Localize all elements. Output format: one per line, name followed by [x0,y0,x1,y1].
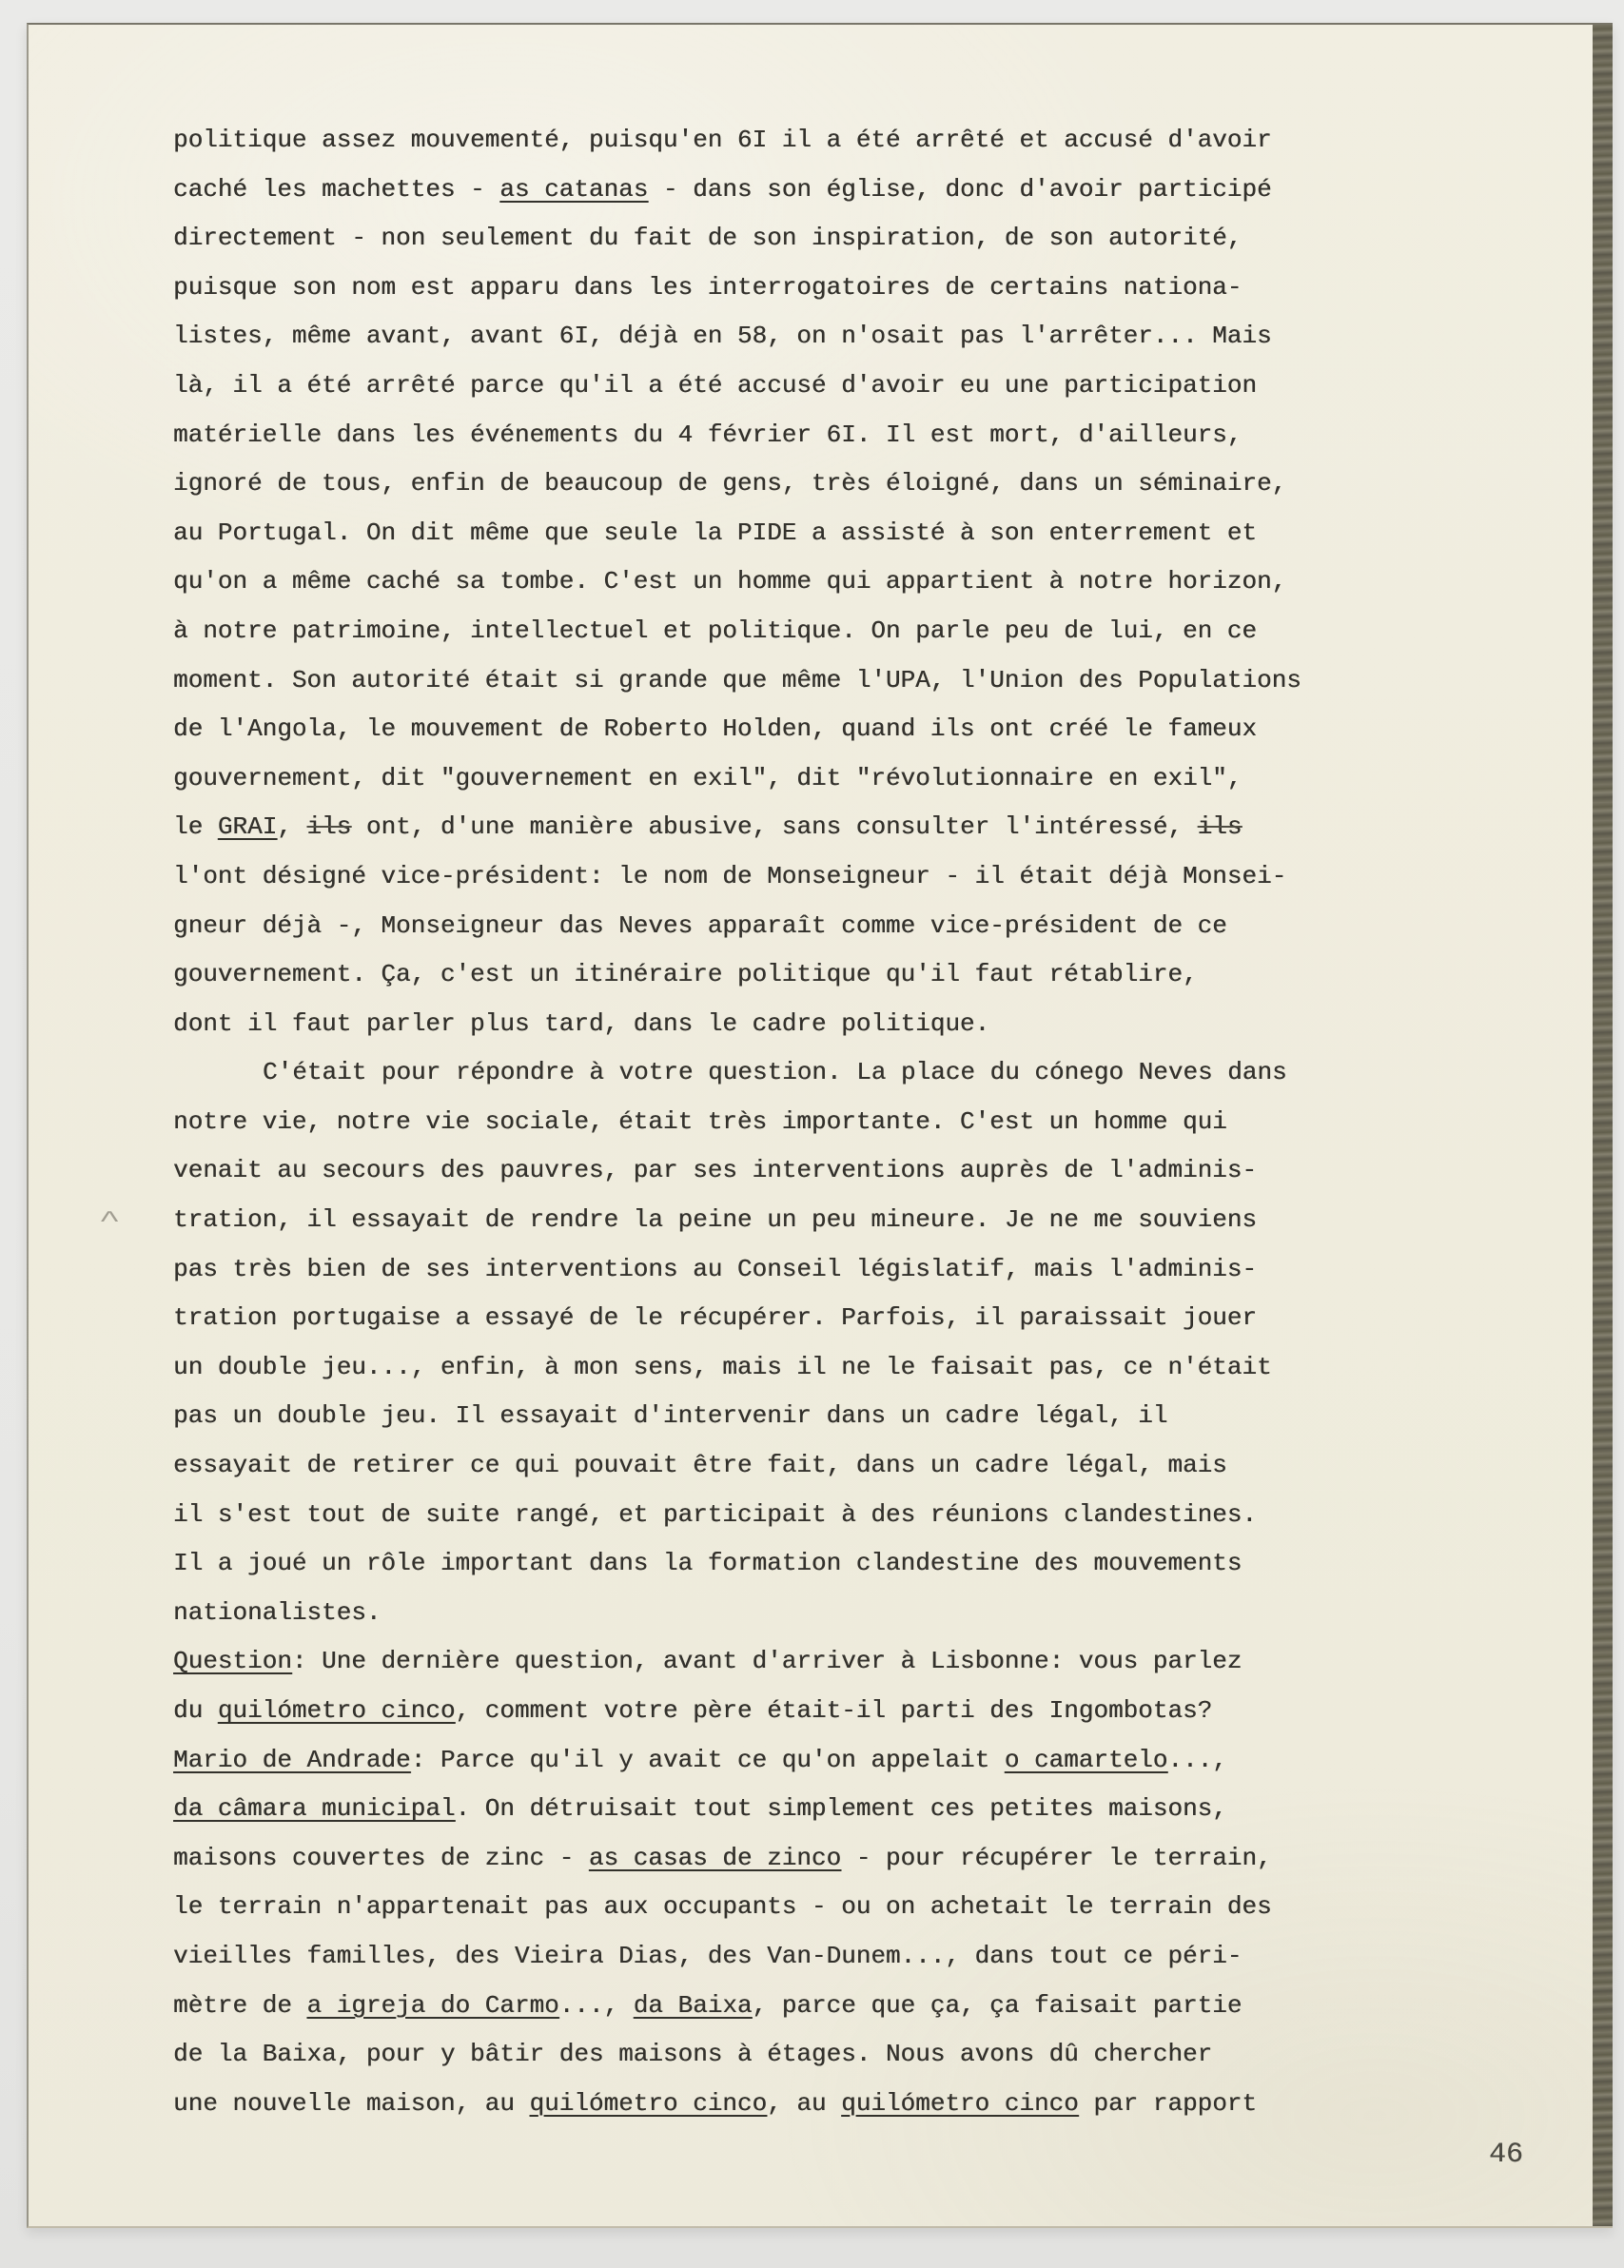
text-line [173,1294,1505,1343]
text-segment: l'ont désigné vice-président: le nom de Monseigneur - il était déjà Monsei- [173,861,1287,890]
text-segment: notre vie, notre vie sociale, était très importante. C'est un homme qui [173,1106,1227,1136]
text-line [173,1146,1505,1196]
text-line [173,1098,1505,1147]
text-line [173,1637,1505,1687]
paper-binding-edge [1593,25,1613,2226]
text-segment: ..., [1167,1745,1227,1774]
text-segment: de l'Angola, le mouvement de Roberto Holden, quand ils ont créé le fameux [173,714,1257,744]
text-line [173,2030,1505,2080]
text-segment: mètre de [173,1990,307,2020]
text-line [173,902,1505,951]
underlined-text: as catanas [499,174,649,204]
text-segment: , parce que ça, ça faisait partie [752,1990,1242,2020]
page-number: 46 [1489,2139,1524,2171]
text-segment: : Une dernière question, avant d'arriver à Lisbonne: vous parlez [291,1647,1242,1676]
text-segment: listes, même avant, avant 6I, déjà en 58, on n'osait pas l'arrêter... Mais [173,322,1272,351]
text-segment: là, il a été arrêté parce qu'il a été accusé d'avoir eu une participation [173,370,1257,400]
text-segment: le terrain n'appartenait pas aux occupants - ou on achetait le terrain des [173,1892,1272,1922]
underlined-text: a igreja do Carmo [306,1990,559,2020]
text-line [173,362,1505,411]
text-segment: gouvernement, dit "gouvernement en exil", dit "révolutionnaire en exil", [173,763,1242,792]
text-line [173,264,1505,313]
text-segment: C'était pour répondre à votre question. La place du cónego Neves dans [263,1058,1287,1087]
text-segment: Il a joué un rôle important dans la formation clandestine des mouvements [173,1549,1242,1578]
text-segment: politique assez mouvementé, puisqu'en 6I il a été arrêté et accusé d'avoir [173,126,1272,154]
text-segment: dont il faut parler plus tard, dans le cadre politique. [173,1008,990,1038]
text-segment: directement - non seulement du fait de son inspiration, de son autorité, [173,224,1242,253]
underlined-text: quilómetro cinco [841,2088,1079,2118]
text-line [173,705,1505,754]
text-line [173,1441,1505,1491]
text-segment: nationalistes. [173,1597,382,1627]
underlined-text: Question [173,1647,292,1676]
text-line [173,1785,1505,1834]
text-segment: : Parce qu'il y avait ce qu'on appelait [410,1745,1005,1774]
text-line [173,166,1505,215]
text-line [173,214,1505,264]
underlined-text: o camartelo [1004,1745,1168,1774]
text-segment: , comment votre père était-il parti des Ingombotas? [455,1696,1213,1725]
text-segment: gneur déjà -, Monseigneur das Neves apparaît comme vice-président de ce [173,910,1227,940]
text-line [173,1196,1505,1245]
text-segment: puisque son nom est apparu dans les interrogatoires de certains nationa- [173,272,1242,302]
text-line [173,1392,1505,1441]
paper-sheet [27,23,1613,2228]
text-line [173,411,1505,460]
struck-text: ils [1197,812,1242,842]
text-segment: - dans son église, donc d'avoir participé [648,174,1272,204]
text-segment: une nouvelle maison, au [173,2088,530,2118]
underlined-text: Mario de Andrade [173,1745,411,1774]
text-segment: par rapport [1078,2088,1257,2118]
text-segment: tration, il essayait de rendre la peine un peu mineure. Je ne me souviens [173,1205,1257,1235]
text-line [173,1589,1505,1638]
text-line [173,656,1505,706]
text-line [173,1245,1505,1295]
text-segment: gouvernement. Ça, c'est un itinéraire politique qu'il faut rétablire, [173,960,1198,989]
text-segment: - pour récupérer le terrain, [841,1843,1272,1872]
text-line [173,1343,1505,1393]
text-line [173,459,1505,509]
text-segment: essayait de retirer ce qui pouvait être fait, dans un cadre légal, mais [173,1451,1227,1480]
text-segment: ont, d'une manière abusive, sans consulter l'intéressé, [351,812,1198,842]
text-line [173,1687,1505,1736]
text-segment: le [173,812,218,842]
pencil-mark: ^ [98,1208,121,1234]
text-line [173,1048,1505,1098]
text-segment: caché les machettes - [173,174,500,204]
text-segment: du [173,1696,218,1725]
underlined-text: quilómetro cinco [529,2088,768,2118]
text-segment: , [277,812,307,842]
text-line [173,607,1505,656]
underlined-text: quilómetro cinco [217,1696,456,1725]
text-segment: de la Baixa, pour y bâtir des maisons à étages. Nous avons dû chercher [173,2040,1213,2069]
text-segment: . On détruisait tout simplement ces petites maisons, [455,1794,1227,1824]
text-line [173,803,1505,852]
underlined-text: as casas de zinco [588,1843,842,1872]
text-segment: à notre patrimoine, intellectuel et politique. On parle peu de lui, en ce [173,616,1257,645]
text-line [173,1834,1505,1884]
text-line [173,1539,1505,1589]
text-segment: venait au secours des pauvres, par ses interventions auprès de l'adminis- [173,1156,1257,1185]
text-segment: pas un double jeu. Il essayait d'intervenir dans un cadre légal, il [173,1401,1168,1431]
underlined-text: da câmara municipal [173,1794,456,1824]
struck-text: ils [306,812,352,842]
text-segment: , au [767,2088,842,2118]
text-line [173,754,1505,804]
text-line [173,1000,1505,1049]
document-text [173,116,1505,2128]
text-segment: tration portugaise a essayé de le récupérer. Parfois, il paraissait jouer [173,1303,1257,1333]
text-line [173,852,1505,902]
text-segment: ignoré de tous, enfin de beaucoup de gens, très éloigné, dans un séminaire, [173,469,1287,499]
text-line [173,1982,1505,2031]
text-line [173,2080,1505,2129]
underlined-text: GRAI [217,812,278,842]
underlined-text: da Baixa [633,1990,753,2020]
text-segment: maisons couvertes de zinc - [173,1843,589,1872]
text-line [173,1491,1505,1540]
text-segment: vieilles familles, des Vieira Dias, des Van-Dunem..., dans tout ce péri- [173,1941,1242,1970]
text-line [173,1932,1505,1982]
text-line [173,1736,1505,1786]
text-segment: ..., [558,1990,634,2020]
text-segment: matérielle dans les événements du 4 février 6I. Il est mort, d'ailleurs, [173,420,1242,449]
text-segment: au Portugal. On dit même que seule la PIDE a assisté à son enterrement et [173,518,1257,547]
text-line [173,1883,1505,1932]
text-line [173,312,1505,362]
text-line [173,950,1505,1000]
text-line [173,116,1505,166]
text-segment: il s'est tout de suite rangé, et participait à des réunions clandestines. [173,1499,1257,1529]
text-segment: pas très bien de ses interventions au Conseil législatif, mais l'adminis- [173,1254,1257,1283]
text-segment: qu'on a même caché sa tombe. C'est un homme qui appartient à notre horizon, [173,567,1287,596]
text-segment: un double jeu..., enfin, à mon sens, mais il ne le faisait pas, ce n'était [173,1352,1272,1381]
text-line [173,509,1505,558]
text-segment: moment. Son autorité était si grande que même l'UPA, l'Union des Populations [173,665,1301,694]
text-line [173,557,1505,607]
